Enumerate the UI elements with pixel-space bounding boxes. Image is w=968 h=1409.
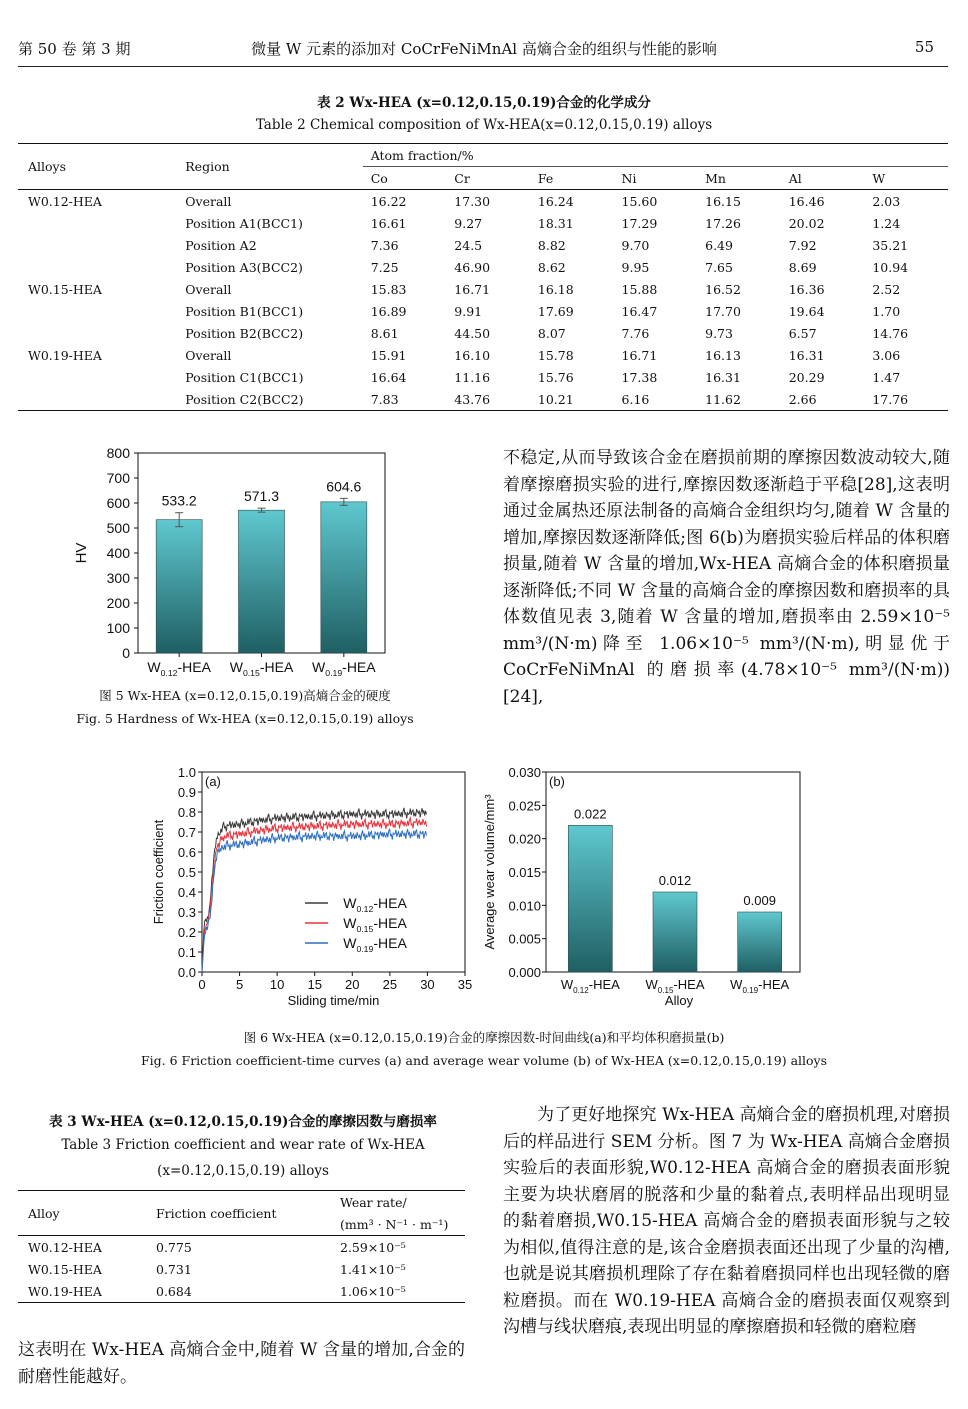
- fig6a-y-tick-label: 0.8: [177, 805, 196, 820]
- table3-cell-friction: 0.684: [156, 1283, 192, 1299]
- table2-cell-region: Overall: [185, 347, 232, 363]
- fig5-y-tick-label: 100: [106, 620, 130, 636]
- fig6a-x-tick-label: 5: [235, 977, 244, 992]
- table-row: [18, 1280, 465, 1303]
- table2-cell-value: 17.69: [537, 303, 574, 319]
- fig5-bar: [156, 520, 202, 653]
- table2-cell-value: 46.90: [454, 259, 491, 275]
- table3-cell-friction: 0.731: [156, 1261, 192, 1277]
- table2-cell-value: 6.49: [705, 237, 733, 253]
- table-row: [18, 344, 948, 366]
- table2-cell-value: 20.02: [788, 215, 825, 231]
- table-row: [18, 366, 948, 388]
- table3-cell-wear: 1.06×10⁻⁵: [340, 1283, 406, 1299]
- table3-cell-alloy: W0.12-HEA: [28, 1239, 102, 1255]
- fig6b-y-tick-label: 0.030: [508, 765, 541, 780]
- table2-cell-value: 19.64: [788, 303, 825, 319]
- fig6a-x-tick-label: 35: [457, 977, 473, 992]
- table2-cell-value: 1.24: [872, 215, 901, 231]
- fig6b-data-label: 0.022: [574, 806, 607, 822]
- table2-header-alloys: Alloys: [18, 144, 177, 190]
- table2-element-header: Cr: [446, 167, 530, 190]
- fig5-x-tick-label: $W_{0.12}$-HEA: [147, 659, 211, 678]
- fig6a-y-tick-label: 0.4: [177, 885, 196, 900]
- fig6b-bar: [653, 892, 697, 972]
- table3-cell-wear: 2.59×10⁻⁵: [340, 1239, 406, 1255]
- table2-element-header: Ni: [614, 167, 698, 190]
- table2-cell-value: 15.76: [537, 369, 574, 385]
- table3-cell-wear: 1.41×10⁻⁵: [340, 1261, 406, 1277]
- fig6a-y-axis-label: Friction coefficient: [151, 819, 166, 925]
- table2-cell-value: 43.76: [454, 391, 491, 407]
- table2-cell-alloy: [18, 234, 177, 256]
- table2-cell-value: 17.76: [872, 391, 909, 407]
- fig6a-x-axis-label: Sliding time/min: [287, 993, 380, 1008]
- fig6a-y-tick-label: 0.5: [177, 865, 196, 880]
- table3-title-en-1: Table 3 Friction coefficient and wear rate of Wx-HEA: [61, 1137, 425, 1153]
- table2-cell-value: 15.60: [621, 193, 658, 209]
- table3-header-friction: Friction coefficient: [146, 1191, 334, 1236]
- table2-cell-value: 16.71: [621, 347, 658, 363]
- table3-header-wear-1: Wear rate/: [340, 1194, 407, 1210]
- table2-cell-value: 15.91: [370, 347, 407, 363]
- table2-cell-value: 17.26: [705, 215, 741, 231]
- fig5-data-label: 604.6: [326, 478, 362, 495]
- table2-cell-value: 9.73: [705, 325, 733, 341]
- table2-cell-value: 9.70: [621, 237, 650, 253]
- table2-cell-region: Overall: [185, 193, 232, 209]
- table-row: [18, 388, 948, 411]
- table3-cell-alloy: W0.19-HEA: [28, 1283, 102, 1299]
- table2-cell-value: 16.13: [705, 347, 741, 363]
- table2-cell-value: 7.83: [370, 391, 399, 407]
- table2-cell-value: 7.76: [621, 325, 650, 341]
- table2-cell-value: 6.16: [621, 391, 650, 407]
- table2-cell-value: 9.27: [454, 215, 483, 231]
- table3-title-en-2: (x=0.12,0.15,0.19) alloys: [157, 1163, 329, 1179]
- table2-cell-alloy: [18, 300, 177, 322]
- table2-cell-value: 2.52: [872, 281, 901, 297]
- table2-cell-region: Position A2: [185, 237, 257, 253]
- table2-cell-region: Position B2(BCC2): [185, 325, 304, 341]
- fig6a-legend-label: $W_{0.15}$-HEA: [343, 915, 407, 934]
- table2-title-en: Table 2 Chemical composition of Wx-HEA(x=0.12,0.15,0.19) alloys: [255, 117, 713, 133]
- table2-cell-alloy: W0.15-HEA: [28, 281, 102, 297]
- fig6a-x-tick-label: 0: [198, 977, 206, 992]
- fig5-hardness-chart: [60, 440, 400, 680]
- table2-cell-alloy: [18, 322, 177, 344]
- fig6a-x-tick-label: 30: [420, 977, 435, 992]
- table2-cell-value: 7.65: [705, 259, 733, 275]
- table2-cell-value: 16.15: [705, 193, 741, 209]
- table2-cell-value: 10.21: [537, 391, 574, 407]
- fig5-x-tick-label: $W_{0.19}$-HEA: [312, 659, 376, 678]
- table2-element-header: W: [864, 167, 948, 190]
- table2-cell-alloy: [18, 212, 177, 234]
- fig6a-y-tick-label: 0.1: [177, 945, 196, 960]
- fig6a-plot-frame: [202, 772, 465, 972]
- fig6b-data-label: 0.012: [658, 873, 692, 888]
- table2-cell-value: 18.31: [537, 215, 574, 231]
- fig6b-x-axis-label: Alloy: [664, 993, 694, 1008]
- table2-cell-value: 11.62: [705, 391, 741, 407]
- table-row: [18, 190, 948, 213]
- table2-cell-value: 8.82: [537, 237, 566, 253]
- table3: [18, 1190, 465, 1303]
- table3-title-cn: 表 3 Wx-HEA (x=0.12,0.15,0.19)合金的摩擦因数与磨损率: [49, 1114, 437, 1130]
- table2-cell-value: 7.36: [370, 237, 399, 253]
- table2-cell-value: 3.06: [872, 347, 901, 363]
- fig5-y-tick-label: 700: [106, 470, 130, 486]
- table2-element-header: Al: [781, 167, 865, 190]
- page-number: 55: [914, 38, 934, 56]
- fig6b-y-tick-label: 0.015: [508, 865, 541, 880]
- fig6b-y-tick-label: 0.025: [508, 798, 541, 814]
- table2-cell-value: 16.31: [705, 369, 741, 385]
- table2-cell-value: 2.03: [872, 193, 901, 209]
- table2-cell-value: 11.16: [454, 369, 491, 385]
- table2-element-header: Mn: [697, 167, 781, 190]
- table2-cell-value: 17.30: [454, 193, 491, 209]
- fig5-x-tick-label: $W_{0.15}$-HEA: [229, 659, 294, 678]
- table2-cell-value: 16.18: [537, 281, 574, 297]
- table2-cell-value: 15.78: [537, 347, 574, 363]
- table2-cell-region: Position C1(BCC1): [185, 369, 304, 385]
- table2-cell-alloy: [18, 388, 177, 411]
- table2-cell-value: 15.88: [621, 281, 658, 297]
- fig5-data-label: 571.3: [243, 488, 280, 505]
- fig6a-x-tick-label: 20: [345, 977, 360, 992]
- fig6b-y-tick-label: 0.005: [508, 931, 541, 947]
- table2-cell-region: Position B1(BCC1): [185, 303, 304, 319]
- body-paragraph-right-top: 不稳定,从而导致该合金在磨损前期的摩擦因数波动较大,随着摩擦磨损实验的进行,摩擦因数逐渐趋于平稳[28],这表明通过金属热还原法制备的高熵合金组织均匀,随着 W 含量的增加,摩擦因数逐渐降低;图 6(b)为磨损实验后样品的体积磨损量,随着 W 含量的增加,Wx-HEA 高熵合金的体积磨损量逐渐降低;不同 W 含量的高熵合金的摩擦因数和磨损率的具体数值见表 3,随着 W 含量的增加,磨损率由 2.59×10⁻⁵ mm³/(N·m)降至 1.06×10⁻⁵ mm³/(N·m),明显优于 CoCrFeNiMnAl 的磨损率(4.78×10⁻⁵ mm³/(N·m))[24],: [503, 448, 950, 707]
- fig6a-x-tick-label: 10: [269, 977, 285, 992]
- table-row: [18, 212, 948, 234]
- fig6a-y-tick-label: 0.2: [177, 925, 196, 940]
- table-row: [18, 1258, 465, 1280]
- table2-cell-value: 9.91: [454, 303, 483, 319]
- fig5-bar: [239, 510, 285, 653]
- table2-cell-value: 1.70: [872, 303, 901, 319]
- fig5-caption-cn: 图 5 Wx-HEA (x=0.12,0.15,0.19)高熵合金的硬度: [99, 688, 391, 703]
- fig6a-y-tick-label: 0.9: [177, 785, 196, 800]
- table2-cell-value: 17.29: [621, 215, 658, 231]
- table2-cell-value: 16.47: [621, 303, 658, 319]
- fig5-y-tick-label: 600: [106, 495, 130, 511]
- table2-cell-value: 8.62: [537, 259, 566, 275]
- table2-cell-alloy: W0.12-HEA: [28, 193, 102, 209]
- table-row: [18, 300, 948, 322]
- fig6b-wear-chart: [478, 760, 808, 1015]
- table2-cell-value: 44.50: [454, 325, 491, 341]
- table2-cell-alloy: [18, 256, 177, 278]
- fig5-bar: [321, 502, 367, 653]
- table3-header-alloy: Alloy: [18, 1191, 146, 1236]
- table2-header-region: Region: [177, 144, 362, 190]
- fig6a-x-tick-label: 15: [307, 977, 322, 992]
- fig6b-x-tick-label: $W_{0.12}$-HEA: [560, 977, 620, 995]
- fig6a-y-tick-label: 0.6: [177, 845, 196, 860]
- table2-cell-value: 17.70: [705, 303, 741, 319]
- table2-cell-region: Overall: [185, 281, 232, 297]
- table3-cell-alloy: W0.15-HEA: [28, 1261, 102, 1277]
- fig5-y-tick-label: 800: [106, 445, 130, 461]
- fig5-data-label: 533.2: [161, 492, 197, 509]
- table2-cell-value: 2.66: [788, 391, 817, 407]
- table2-element-header: Co: [363, 167, 447, 190]
- table2-cell-value: 16.89: [370, 303, 407, 319]
- table-row: [18, 256, 948, 278]
- table2-cell-value: 16.52: [705, 281, 741, 297]
- table2-cell-value: 6.57: [788, 325, 817, 341]
- fig6b-x-tick-label: $W_{0.15}$-HEA: [645, 977, 705, 995]
- fig6a-y-tick-label: 0.3: [177, 905, 196, 920]
- fig6a-friction-chart: [145, 760, 490, 1015]
- fig5-y-tick-label: 500: [106, 520, 130, 536]
- fig6b-x-tick-label: $W_{0.19}$-HEA: [730, 977, 790, 995]
- journal-volume: 第 50 卷 第 3 期: [18, 40, 131, 58]
- table2-cell-value: 8.61: [370, 325, 399, 341]
- table3-header-wear-2: (mm³ · N⁻¹ · m⁻¹): [334, 1213, 465, 1236]
- fig6b-data-label: 0.009: [743, 893, 776, 908]
- fig5-y-tick-label: 200: [106, 595, 130, 611]
- table2-cell-value: 16.22: [370, 193, 407, 209]
- fig5-y-axis-label: HV: [73, 542, 90, 564]
- header-rule: [18, 66, 948, 67]
- table2-cell-value: 16.71: [454, 281, 491, 297]
- table2-cell-value: 15.83: [370, 281, 407, 297]
- table2-cell-value: 8.07: [537, 325, 566, 341]
- table2-title-cn: 表 2 Wx-HEA (x=0.12,0.15,0.19)合金的化学成分: [317, 95, 651, 111]
- table2-cell-value: 17.38: [621, 369, 658, 385]
- table2-cell-value: 16.24: [537, 193, 574, 209]
- table-row: [18, 234, 948, 256]
- fig6b-y-tick-label: 0.020: [508, 831, 541, 847]
- fig6b-y-axis-label: Average wear volume/mm³: [482, 794, 497, 950]
- fig6b-bar: [568, 825, 612, 972]
- table-row: [18, 322, 948, 344]
- fig6a-x-tick-label: 25: [382, 977, 398, 992]
- table-row: [18, 1236, 465, 1259]
- running-title: 微量 W 元素的添加对 CoCrFeNiMnAl 高熵合金的组织与性能的影响: [251, 40, 717, 58]
- fig6-caption-cn: 图 6 Wx-HEA (x=0.12,0.15,0.19)合金的摩擦因数-时间曲线(a)和平均体积磨损量(b): [243, 1030, 725, 1045]
- table2-cell-value: 7.92: [788, 237, 817, 253]
- table2-cell-value: 35.21: [872, 237, 909, 253]
- table2-cell-alloy: W0.19-HEA: [28, 347, 102, 363]
- table2-cell-alloy: [18, 366, 177, 388]
- table2-cell-value: 7.25: [370, 259, 399, 275]
- fig6b-bar: [738, 912, 782, 972]
- fig6-caption-en: Fig. 6 Friction coefficient-time curves (a) and average wear volume (b) of Wx-HEA (x=0.12,0.15,0.19) alloys: [140, 1053, 828, 1068]
- fig5-y-tick-label: 0: [122, 645, 130, 661]
- table2-cell-region: Position C2(BCC2): [185, 391, 304, 407]
- table2: [18, 143, 948, 411]
- fig6b-panel-label: (b): [549, 774, 565, 789]
- fig5-y-tick-label: 400: [106, 545, 130, 561]
- table2-cell-value: 10.94: [872, 259, 909, 275]
- body-paragraph-left-bottom: 这表明在 Wx-HEA 高熵合金中,随着 W 含量的增加,合金的耐磨性能越好。: [18, 1340, 465, 1387]
- fig5-y-tick-label: 300: [106, 570, 130, 586]
- table2-cell-value: 24.5: [454, 237, 483, 253]
- fig6a-y-tick-label: 0.0: [177, 965, 196, 980]
- fig6b-y-tick-label: 0.010: [508, 898, 541, 914]
- table2-header-group: Atom fraction/%: [363, 144, 948, 167]
- fig6b-y-tick-label: 0.000: [508, 965, 541, 980]
- fig6a-legend-label: $W_{0.12}$-HEA: [343, 895, 407, 914]
- table2-cell-value: 16.10: [454, 347, 491, 363]
- table2-cell-region: Position A3(BCC2): [185, 259, 303, 275]
- table2-cell-value: 20.29: [788, 369, 825, 385]
- table2-cell-value: 8.69: [788, 259, 817, 275]
- fig6a-legend-label: $W_{0.19}$-HEA: [343, 935, 407, 954]
- fig6a-y-tick-label: 1.0: [177, 765, 196, 780]
- table2-cell-value: 16.61: [370, 215, 407, 231]
- fig6a-y-tick-label: 0.7: [177, 825, 196, 840]
- table2-cell-value: 16.31: [788, 347, 825, 363]
- fig5-caption-en: Fig. 5 Hardness of Wx-HEA (x=0.12,0.15,0.19) alloys: [76, 711, 414, 726]
- table2-element-header: Fe: [530, 167, 614, 190]
- fig6a-panel-label: (a): [205, 774, 221, 789]
- table2-cell-value: 1.47: [872, 369, 901, 385]
- table2-cell-value: 16.36: [788, 281, 825, 297]
- table3-cell-friction: 0.775: [156, 1239, 192, 1255]
- table2-cell-value: 14.76: [872, 325, 909, 341]
- body-paragraph-right-bottom: 为了更好地探究 Wx-HEA 高熵合金的磨损机理,对磨损后的样品进行 SEM 分析。图 7 为 Wx-HEA 高熵合金磨损实验后的表面形貌,W0.12-HEA 高熵合金的磨损表面形貌主要为块状磨屑的脱落和少量的黏着点,表明样品出现明显的黏着磨损,W0.15-HEA 高熵合金的磨损表面形貌与之较为相似,值得注意的是,该合金磨损表面还出现了少量的沟槽,也就是说其磨损机理除了存在黏着磨损同样也出现轻微的磨粒磨损。而在 W0.19-HEA 高熵合金的磨损表面仅观察到沟槽与线状磨痕,表现出明显的摩擦磨损和轻微的磨粒磨: [503, 1105, 950, 1337]
- table2-cell-value: 16.46: [788, 193, 825, 209]
- table2-cell-value: 9.95: [621, 259, 650, 275]
- table-row: [18, 278, 948, 300]
- table2-cell-region: Position A1(BCC1): [185, 215, 303, 231]
- table2-cell-value: 16.64: [370, 369, 407, 385]
